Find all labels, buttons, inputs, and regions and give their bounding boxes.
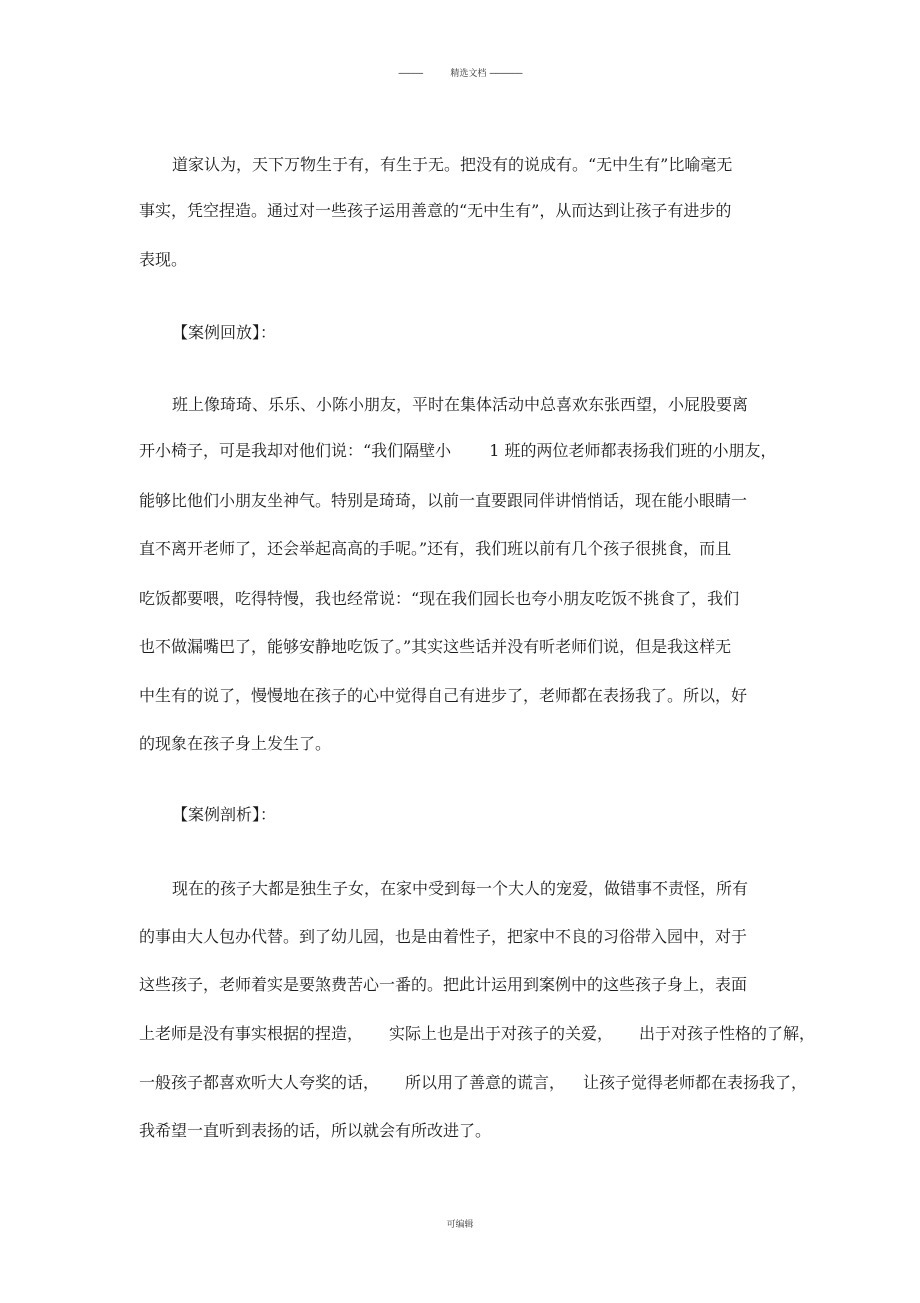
analysis-line-5 (139, 1073, 807, 1093)
case-line-6: 也不做漏嘴巴了，能够安静地吃饭了。”其实这些话并没有听老师们说，但是我这样无 (139, 637, 732, 656)
analysis-line-5-part-3: 让孩子觉得老师都在表扬我了， (583, 1073, 808, 1092)
analysis-line-5-part-1: 一般孩子都喜欢听大人夸奖的话， (139, 1073, 380, 1092)
case-line-5: 吃饭都要喂，吃得特慢，我也经常说：“现在我们园长也夸小朋友吃饭不挑食了，我们 (139, 589, 740, 608)
analysis-line-1: 现在的孩子大都是独生子女，在家中受到每一个大人的宠爱，做错事不责怪，所有 (172, 879, 749, 898)
section-heading-case-review: 【案例回放】： (172, 323, 277, 342)
case-line-1: 班上像琦琦、乐乐、小陈小朋友，平时在集体活动中总喜欢东张西望，小屁股要离 (172, 395, 749, 414)
analysis-line-6: 我希望一直听到表扬的话，所以就会有所改进了。 (139, 1121, 492, 1140)
case-line-4: 直不离开老师了，还会举起高高的手呢。”还有，我们班以前有几个孩子很挑食，而且 (139, 539, 732, 558)
analysis-line-4-part-1: 上老师是没有事实根据的捏造， (139, 1024, 364, 1043)
case-line-8: 的现象在孩子身上发生了。 (139, 734, 332, 753)
page-footer: 可编辑 (446, 1220, 474, 1230)
case-line-7: 中生有的说了，慢慢地在孩子的心中觉得自己有进步了，老师都在表扬我了。所以，好 (139, 686, 748, 705)
case-line-2-part-2: 1 班的两位老师都表扬我们班的小朋友， (489, 441, 777, 460)
header-title: 精选文档 (450, 69, 487, 79)
analysis-line-4 (139, 1024, 815, 1044)
intro-line-2: 事实，凭空捏造。通过对一些孩子运用善意的“无中生有”，从而达到让孩子有进步的 (139, 201, 732, 220)
analysis-line-4-part-2: 实际上也是出于对孩子的关爱， (389, 1024, 614, 1043)
analysis-line-5-part-2: 所以用了善意的谎言， (405, 1073, 566, 1092)
case-line-3: 能够比他们小朋友坐神气。特别是琦琦，以前一直要跟同伴讲悄悄话，现在能小眼睛一 (139, 491, 748, 510)
intro-line-1: 道家认为，天下万物生于有，有生于无。把没有的说成有。“无中生有”比喻毫无 (172, 155, 733, 174)
analysis-line-2: 的事由大人包办代替。到了幼儿园，也是由着性子，把家中不良的习俗带入园中，对于 (139, 927, 748, 946)
header-left-dashes: ------------ (398, 69, 423, 79)
section-heading-case-analysis: 【案例剖析】： (172, 805, 277, 824)
intro-line-3: 表现。 (139, 250, 188, 269)
analysis-line-4-part-3: 出于对孩子性格的了解， (639, 1024, 816, 1043)
case-line-2-part-1: 开小椅子，可是我却对他们说：“我们隔壁小 (139, 441, 452, 460)
page-header (0, 66, 920, 79)
analysis-line-3: 这些孩子，老师着实是要煞费苦心一番的。把此计运用到案例中的这些孩子身上，表面 (139, 975, 748, 994)
header-right-dashes: ---------------- (489, 69, 522, 79)
case-line-2 (139, 441, 776, 461)
